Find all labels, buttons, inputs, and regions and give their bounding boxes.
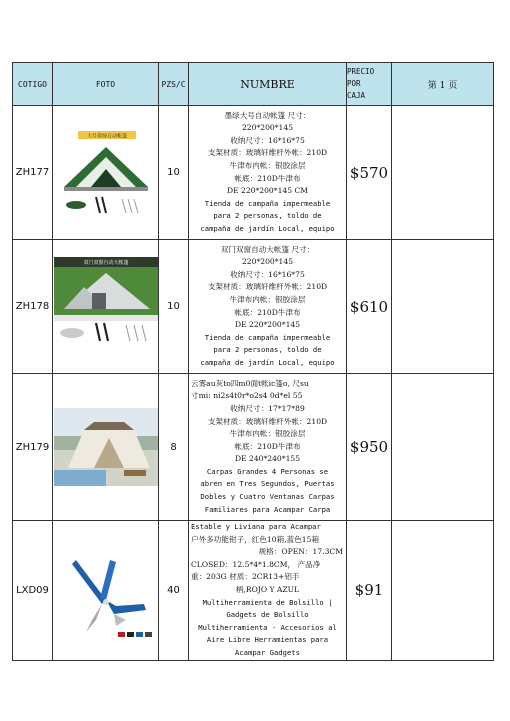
- desc-line: 支架材质：玻璃轩维杆外帐：210D: [207, 148, 328, 158]
- header-page: 第 1 页: [392, 63, 494, 106]
- desc-es-line: Estable y Liviana para Acampar: [191, 522, 321, 531]
- header-code: COTIGO: [13, 63, 53, 106]
- product-price: $610: [347, 240, 392, 374]
- desc-line: 帐底：210D牛津布: [234, 307, 301, 317]
- product-code: ZH178: [13, 240, 53, 374]
- desc-es-line: Carpas Grandes 4 Personas se: [206, 466, 329, 476]
- header-foto: FOTO: [53, 63, 159, 106]
- desc-line: 牛津布内帐：银胶涂层: [229, 160, 306, 170]
- table-row: [13, 374, 494, 521]
- product-code: ZH179: [13, 374, 53, 521]
- product-pzs: 10: [159, 240, 189, 374]
- table-row: [13, 106, 494, 240]
- desc-line: 双门双窗自动大帐篷 尺寸：: [220, 244, 315, 254]
- product-pzs: 40: [159, 521, 189, 661]
- desc-line: DE 220*200*145: [234, 320, 301, 330]
- product-description: [189, 106, 347, 240]
- desc-line: DE 220*200*145 CM: [226, 186, 309, 196]
- desc-es-line: abren en Tres Segundos, Puertas: [200, 479, 335, 489]
- desc-line: 220*200*145: [241, 123, 294, 133]
- header-price-line: PRECIO: [347, 67, 375, 76]
- header-price-line: POR: [347, 79, 361, 88]
- desc-line: 支架材质：玻璃轩维杆外帐：210D: [207, 282, 328, 292]
- product-photo: [53, 106, 159, 240]
- desc-es-line: Gadgets de Bolsillo: [226, 610, 309, 620]
- desc-es-line: campaña de jardín Local, equipo: [200, 223, 335, 233]
- product-description: [189, 521, 347, 661]
- desc-es-line: para 2 personas, toldo de: [213, 211, 322, 221]
- desc-line: 云雾au灰to四m0面t帐ic篷o, 尺su: [191, 378, 309, 388]
- empty-cell: [392, 374, 494, 521]
- desc-es-line: Dobles y Cuatro Ventanas Carpas: [200, 492, 335, 502]
- product-code: ZH177: [13, 106, 53, 240]
- desc-line: 寸mi: ni2s4t0r*o2s4 0d*el 55: [191, 391, 303, 401]
- desc-line: 支架材质：玻璃轩维杆外帐：210D: [207, 416, 328, 426]
- photo-label: 双门双窗自动大帐篷: [82, 259, 129, 266]
- green-tent-image: [56, 129, 156, 217]
- gray-tent-image: [54, 257, 158, 357]
- product-photo: [53, 240, 159, 374]
- desc-es-line: Tienda de campaña impermeable: [204, 332, 331, 342]
- product-price: $91: [347, 521, 392, 661]
- family-tent-image: [54, 408, 158, 486]
- product-code: LXD09: [13, 521, 53, 661]
- desc-es-line: Multiherramienta de Bolsillo |: [202, 597, 333, 607]
- desc-line: 帐底：210D牛津布: [234, 173, 301, 183]
- multitool-image: [56, 540, 156, 640]
- header-name: NUMBRE: [189, 63, 347, 106]
- desc-es-line: Acampar Gadgets: [235, 647, 300, 657]
- empty-cell: [392, 106, 494, 240]
- header-pzs: PZS/C: [159, 63, 189, 106]
- header-price-line: CAJA: [347, 91, 366, 100]
- desc-es-line: Aire Libre Herramientas para: [206, 635, 329, 645]
- desc-line: CLOSED：12.5*4*1.8CM， 产品净: [191, 559, 321, 569]
- desc-line: 重：203G 材质：2CR13+铝手: [191, 572, 300, 582]
- desc-line: 墨绿大号自动帐篷 尺寸：: [224, 110, 311, 120]
- product-pzs: 10: [159, 106, 189, 240]
- desc-line: 牛津布内帐：银胶涂层: [229, 429, 306, 439]
- product-photo: [53, 374, 159, 521]
- desc-line: DE 240*240*155: [234, 454, 301, 464]
- product-price: $950: [347, 374, 392, 521]
- table-row: [13, 521, 494, 661]
- header-row: [13, 63, 494, 106]
- product-price: $570: [347, 106, 392, 240]
- desc-line: 220*200*145: [241, 257, 294, 267]
- product-photo: [53, 521, 159, 661]
- desc-es-line: para 2 personas, toldo de: [213, 345, 322, 355]
- desc-es-line: Multiherramienta - Accesorios al: [198, 622, 337, 632]
- desc-line: 柄,ROJO Y AZUL: [235, 584, 300, 594]
- desc-es-line: Familiares para Acampar Carpa: [204, 504, 331, 514]
- desc-line: 收纳尺寸：17*17*89: [230, 403, 305, 413]
- desc-es-line: Tienda de campaña impermeable: [204, 198, 331, 208]
- desc-line: 规格：OPEN：17.3CM: [258, 547, 343, 557]
- table-row: [13, 240, 494, 374]
- desc-line: 收纳尺寸：16*16*75: [230, 269, 305, 279]
- desc-line: 牛津布内帐：银胶涂层: [229, 294, 306, 304]
- empty-cell: [392, 240, 494, 374]
- product-description: [189, 374, 347, 521]
- desc-es-line: campaña de jardín Local, equipo: [200, 357, 335, 367]
- desc-line: 收纳尺寸：16*16*75: [230, 135, 305, 145]
- photo-label: 大号墨绿自动帐篷: [86, 133, 127, 139]
- desc-line: 帐底：210D牛津布: [234, 441, 301, 451]
- product-table: [12, 62, 494, 661]
- product-pzs: 8: [159, 374, 189, 521]
- empty-cell: [392, 521, 494, 661]
- header-price: [347, 63, 392, 106]
- product-description: [189, 240, 347, 374]
- desc-line: 户外多功能钳子，红色10箱,蓝色15箱: [191, 534, 320, 544]
